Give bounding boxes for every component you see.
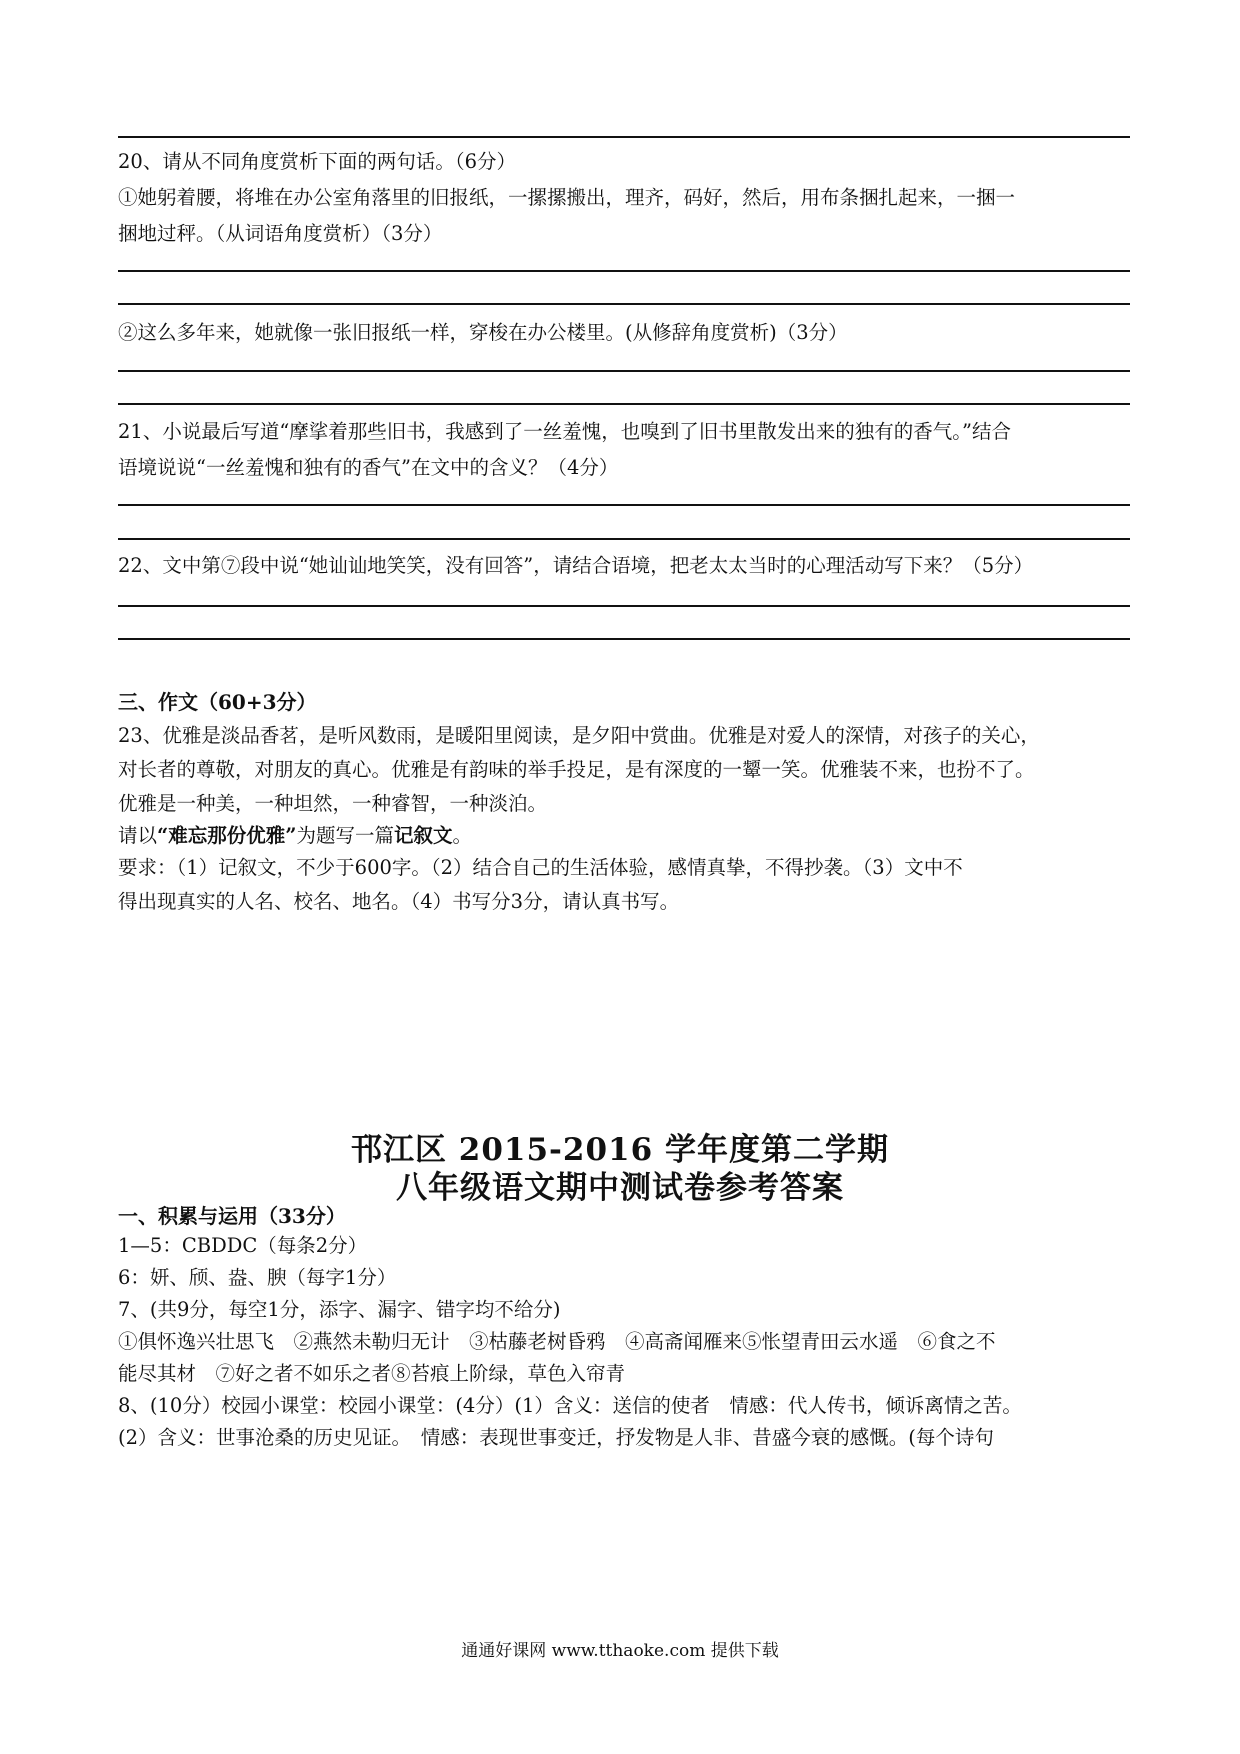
answer-7-line1: ①俱怀逸兴壮思飞 ②燕然未勒归无计 ③枯藤老树昏鸦 ④高斋闻雁来⑤怅望青田云水遥 ⑥食之不 xyxy=(118,1330,996,1353)
download-footer: 通通好课网 www.tthaoke.com 提供下载 xyxy=(461,1641,779,1661)
answer-line xyxy=(118,370,1130,372)
prompt-topic: “难忘那份优雅” xyxy=(157,824,297,847)
essay-requirements-line1: 要求：（1）记叙文，不少于600字。（2）结合自己的生活体验，感情真挚，不得抄袭。（3）文中不 xyxy=(118,856,963,879)
answer-7-line2: 能尽其材 ⑦好之者不如乐之者⑧苔痕上阶绿，草色入帘青 xyxy=(118,1362,626,1385)
prompt-end: 。 xyxy=(452,824,472,847)
answer-line xyxy=(118,638,1130,640)
q20-sentence2: ②这么多年来，她就像一张旧报纸一样，穿梭在办公楼里。(从修辞角度赏析)（3分） xyxy=(118,321,848,344)
answer-line xyxy=(118,270,1130,272)
q21-line1: 21、小说最后写道“摩挲着那些旧书，我感到了一丝羞愧，也嗅到了旧书里散发出来的独有的香气。”结合 xyxy=(118,420,1012,443)
q20-sentence1-line1: ①她躬着腰，将堆在办公室角落里的旧报纸，一摞摞搬出，理齐，码好，然后，用布条捆扎起来，一捆一 xyxy=(118,186,1016,209)
answer-8-line2: (2）含义：世事沧桑的历史见证。 情感：表现世事变迁，抒发物是人非、昔盛今衰的感慨。(每个诗句 xyxy=(118,1426,994,1449)
answer-line xyxy=(118,136,1130,138)
answer-line xyxy=(118,504,1130,506)
q23-line1: 23、优雅是淡品香茗，是听风数雨，是暖阳里阅读，是夕阳中赏曲。优雅是对爱人的深情，对孩子的关心， xyxy=(118,724,1040,747)
prompt-pre: 请以 xyxy=(118,824,158,847)
q20-title: 20、请从不同角度赏析下面的两句话。（6分） xyxy=(118,150,516,173)
q20-sentence1-line2: 捆地过秤。（从词语角度赏析）（3分） xyxy=(118,222,443,245)
q23-line2: 对长者的尊敬，对朋友的真心。优雅是有韵味的举手投足，是有深度的一颦一笑。优雅装不来，也扮不了。 xyxy=(118,758,1035,781)
q22: 22、文中第⑦段中说“她讪讪地笑笑，没有回答”，请结合语境，把老太太当时的心理活动写下来？（5分） xyxy=(118,554,1034,577)
answer-7-head: 7、(共9分，每空1分，添字、漏字、错字均不给分) xyxy=(118,1298,561,1321)
answer-1-5: 1—5：CBDDC（每条2分） xyxy=(118,1234,368,1257)
answer-key-title-line1: 邗江区 2015-2016 学年度第二学期 xyxy=(350,1132,889,1168)
q21-line2: 语境说说“一丝羞愧和独有的香气”在文中的含义？（4分） xyxy=(118,456,619,479)
essay-requirements-line2: 得出现真实的人名、校名、地名。（4）书写分3分，请认真书写。 xyxy=(118,890,680,913)
answer-6: 6：妍、颀、盎、腴（每字1分） xyxy=(118,1266,397,1289)
answer-key-title-line2: 八年级语文期中测试卷参考答案 xyxy=(396,1170,844,1206)
answer-line xyxy=(118,403,1130,405)
answer-line xyxy=(118,605,1130,607)
answer-8-line1: 8、(10分）校园小课堂：校园小课堂：(4分）(1）含义：送信的使者 情感：代人传书，倾诉离情之苦。 xyxy=(118,1394,1022,1417)
answer-line xyxy=(118,538,1130,540)
prompt-mid: 为题写一篇 xyxy=(296,824,394,847)
answer-line xyxy=(118,303,1130,305)
answer-section1-title: 一、积累与运用（33分） xyxy=(118,1204,346,1228)
essay-prompt xyxy=(118,818,1130,854)
essay-section-title: 三、作文（60+3分） xyxy=(118,690,317,714)
prompt-genre: 记叙文 xyxy=(393,824,453,847)
q23-line3: 优雅是一种美，一种坦然，一种睿智，一种淡泊。 xyxy=(118,792,548,815)
